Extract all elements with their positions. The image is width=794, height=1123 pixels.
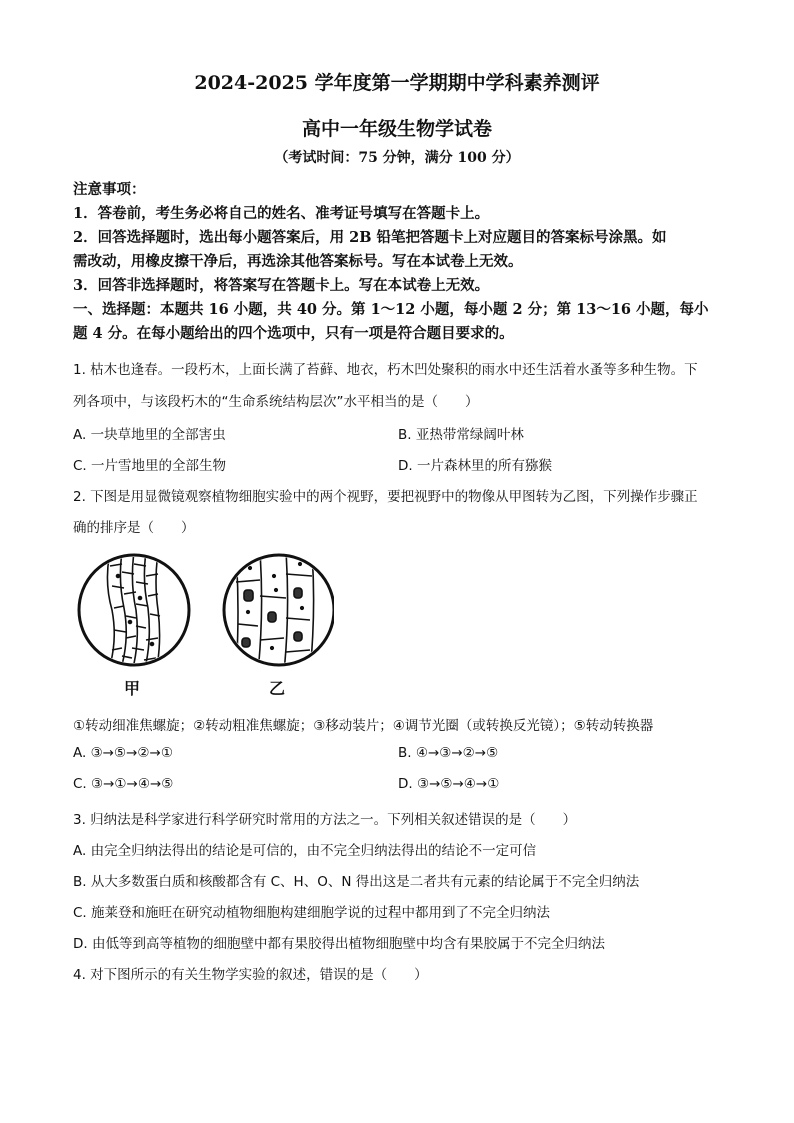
q2-option-c[interactable]: C. ③→①→④→⑤: [73, 776, 174, 792]
note-item-2-cont: 需改动，用橡皮擦干净后，再选涂其他答案标号。写在本试卷上无效。: [73, 253, 523, 270]
q1-option-d[interactable]: D. 一片森林里的所有猕猴: [398, 458, 552, 474]
note-item-2: 2．回答选择题时，选出每小题答案后，用 2B 铅笔把答题卡上对应题目的答案标号涂黑。如: [73, 229, 667, 246]
q1-stem-line2: 列各项中，与该段朽木的“生命系统结构层次”水平相当的是（ ）: [73, 394, 479, 410]
notes-heading: 注意事项：: [73, 181, 146, 198]
figure-label-jia: 甲: [124, 679, 141, 698]
q3-option-a[interactable]: A. 由完全归纳法得出的结论是可信的，由不完全归纳法得出的结论不一定可信: [73, 843, 537, 859]
q1-option-b[interactable]: B. 亚热带常绿阔叶林: [398, 427, 524, 443]
note-item-1: 1．答卷前，考生务必将自己的姓名、准考证号填写在答题卡上。: [73, 205, 490, 222]
exam-title: 2024-2025 学年度第一学期期中学科素养测评: [194, 72, 600, 94]
exam-time-info: （考试时间：75 分钟，满分 100 分）: [274, 150, 520, 166]
q3-option-d[interactable]: D. 由低等到高等植物的细胞壁中都有果胶得出植物细胞壁中均含有果胶属于不完全归纳法: [73, 936, 605, 952]
q2-option-d[interactable]: D. ③→⑤→④→①: [398, 776, 500, 792]
q1-stem-line1: 1. 枯木也逢春。一段朽木，上面长满了苔藓、地衣，朽木凹处聚积的雨水中还生活着水蚤等多种生物。下: [73, 362, 698, 378]
q3-option-c[interactable]: C. 施莱登和施旺在研究动植物细胞构建细胞学说的过程中都用到了不完全归纳法: [73, 905, 551, 921]
q2-steps: ①转动细准焦螺旋；②转动粗准焦螺旋；③移动装片；④调节光圈（或转换反光镜）；⑤转动转换器: [73, 718, 654, 734]
note-item-3: 3．回答非选择题时，将答案写在答题卡上。写在本试卷上无效。: [73, 277, 490, 294]
q1-option-c[interactable]: C. 一片雪地里的全部生物: [73, 458, 227, 474]
q3-stem: 3. 归纳法是科学家进行科学研究时常用的方法之一。下列相关叙述错误的是（ ）: [73, 812, 577, 828]
figure-label-yi: 乙: [269, 679, 286, 698]
exam-subtitle: 高中一年级生物学试卷: [301, 118, 492, 140]
q1-option-a[interactable]: A. 一块草地里的全部害虫: [73, 427, 226, 443]
q2-stem-line1: 2. 下图是用显微镜观察植物细胞实验中的两个视野，要把视野中的物像从甲图转为乙图，下列操作步骤正: [73, 489, 698, 505]
field-jia: [79, 552, 189, 672]
q2-option-b[interactable]: B. ④→③→②→⑤: [398, 745, 499, 761]
section-heading-line2: 题 4 分。在每小题给出的四个选项中，只有一项是符合题目要求的。: [73, 325, 514, 342]
section-heading-line1: 一、选择题：本题共 16 小题，共 40 分。第 1～12 小题，每小题 2 分；第 13～16 小题，每小: [73, 301, 709, 318]
q4-stem: 4. 对下图所示的有关生物学实验的叙述，错误的是（ ）: [73, 967, 428, 983]
q3-option-b[interactable]: B. 从大多数蛋白质和核酸都含有 C、H、O、N 得出这是二者共有元素的结论属于不完全归纳法: [73, 874, 640, 890]
q2-option-a[interactable]: A. ③→⑤→②→①: [73, 745, 173, 761]
q2-stem-line2: 确的排序是（ ）: [73, 520, 195, 536]
field-yi: [224, 552, 334, 672]
microscope-fields-illustration: [74, 552, 334, 702]
microscope-figure: [74, 552, 334, 706]
